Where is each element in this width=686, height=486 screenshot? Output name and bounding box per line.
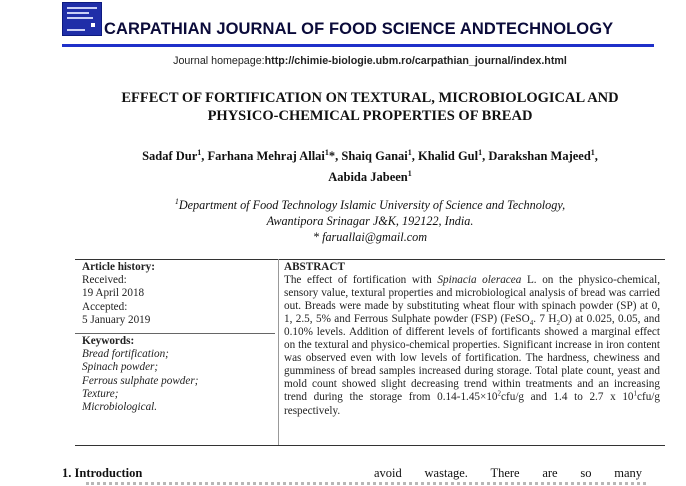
affiliation (60, 194, 680, 245)
logo-dot (91, 23, 95, 27)
author-name: Darakshan Majeed (488, 149, 591, 164)
affiliation-line (60, 194, 680, 213)
logo-line (67, 29, 85, 31)
keyword-item: Spinach powder; (82, 361, 159, 374)
abstract-section (284, 261, 660, 418)
history-label: Article history: (82, 261, 156, 273)
article-history (82, 261, 272, 327)
author-affiliation-mark: 1 (590, 148, 595, 157)
received-label: Received: (82, 274, 127, 287)
author-affiliation-mark: 1 (407, 169, 412, 179)
author-affiliation-mark: 1 (478, 148, 483, 157)
article-title (40, 89, 686, 125)
abstract-text-run: O) at 0.025, 0.05, and 0.10% levels. Addition of different levels of fortificants showed a marginal effect on the textural and physico-chemical properties. Significant increase in iron content was observed even with low levels of fortification. The hardness, chewiness and gumminess of bread samples increased during storage. Total plate count, yeast and mold count showed slight decreasing trend within treatments and an increasing trend during the storage from 0.14-1.45×10 (284, 313, 660, 404)
cut-off-text-line (86, 482, 646, 486)
section-heading-introduction: 1. Introduction (62, 466, 143, 480)
body-text-right-column: avoid wastage. There are so many (374, 466, 642, 480)
keywords-section (82, 335, 272, 414)
accepted-date: 5 January 2019 (82, 313, 151, 326)
header-rule (62, 44, 654, 47)
author-separator: *, (328, 149, 342, 164)
homepage-label: Journal homepage: (173, 55, 265, 67)
author-separator: , (594, 149, 598, 164)
author-list (60, 144, 680, 186)
author-name: Aabida Jabeen (328, 170, 408, 185)
keyword-item: Bread fortification; (82, 348, 169, 361)
author-name: Farhana Mehraj Allai (207, 149, 325, 164)
logo-line (67, 7, 97, 9)
author-affiliation-mark: 1 (197, 148, 202, 157)
author-separator: , (201, 149, 208, 164)
affiliation-text: Department of Food Technology Islamic University of Science and Technology, (178, 198, 566, 213)
homepage-link[interactable]: http://chimie-biologie.ubm.ro/carpathian_journal/index.html (264, 55, 567, 67)
history-keywords-rule (75, 333, 275, 334)
article-title-line: EFFECT OF FORTIFICATION ON TEXTURAL, MICROBIOLOGICAL AND (121, 90, 619, 106)
abstract-text-run: cfu/g respectively. (284, 391, 661, 417)
article-title-line: PHYSICO-CHEMICAL PROPERTIES OF BREAD (207, 108, 533, 124)
journal-title: CARPATHIAN JOURNAL OF FOOD SCIENCE ANDTECHNOLOGY (104, 20, 614, 38)
abstract-text-run: cfu/g and 1.4 to 2.7 x 10 (501, 391, 634, 404)
affiliation-line: Awantipora Srinagar J&K, 192122, India. (266, 214, 474, 229)
author-affiliation-mark: 1 (407, 148, 412, 157)
info-box-top-rule (75, 259, 665, 260)
author-name: Shaiq Ganai (341, 149, 408, 164)
abstract-text (284, 274, 660, 416)
abstract-text-run: . 7 H (533, 313, 557, 326)
abstract-text-run: L. on the physico-chemical, sensory value, textural properties and microbiological analysis of bread was carried out. Breads were made by substituting wheat flour with spinach powder (SP) at 0, 1, 2.5, 5% and Ferrous Sulphate powder (FSP) (FeSO (284, 274, 661, 326)
logo-line (67, 17, 93, 19)
logo-line (67, 12, 89, 14)
keyword-item: Texture; (82, 387, 119, 400)
subscript: 2 (556, 319, 560, 328)
info-box-divider (278, 259, 279, 446)
abstract-label: ABSTRACT (284, 261, 345, 273)
keyword-item: Ferrous sulphate powder; (82, 374, 199, 387)
affiliation-mark: 1 (174, 197, 179, 206)
species-name: Spinacia oleracea (437, 274, 522, 287)
keyword-item: Microbiological. (82, 401, 158, 414)
author-separator: , (482, 149, 489, 164)
author-separator: , (411, 149, 418, 164)
abstract-text-run: The effect of fortification with (284, 274, 438, 287)
author-affiliation-mark: 1 (324, 148, 329, 157)
journal-logo (62, 2, 102, 36)
keywords-label: Keywords: (82, 335, 135, 347)
author-name: Khalid Gul (418, 149, 479, 164)
received-date: 19 April 2018 (82, 287, 145, 300)
corresponding-email[interactable]: * faruallai@gmail.com (312, 230, 428, 245)
author-name: Sadaf Dur (142, 149, 198, 164)
journal-homepage (0, 55, 686, 67)
superscript: 1 (633, 389, 638, 398)
accepted-label: Accepted: (82, 300, 128, 313)
superscript: 2 (497, 389, 502, 398)
subscript: 4 (529, 319, 534, 328)
info-box-bottom-rule (75, 445, 665, 446)
